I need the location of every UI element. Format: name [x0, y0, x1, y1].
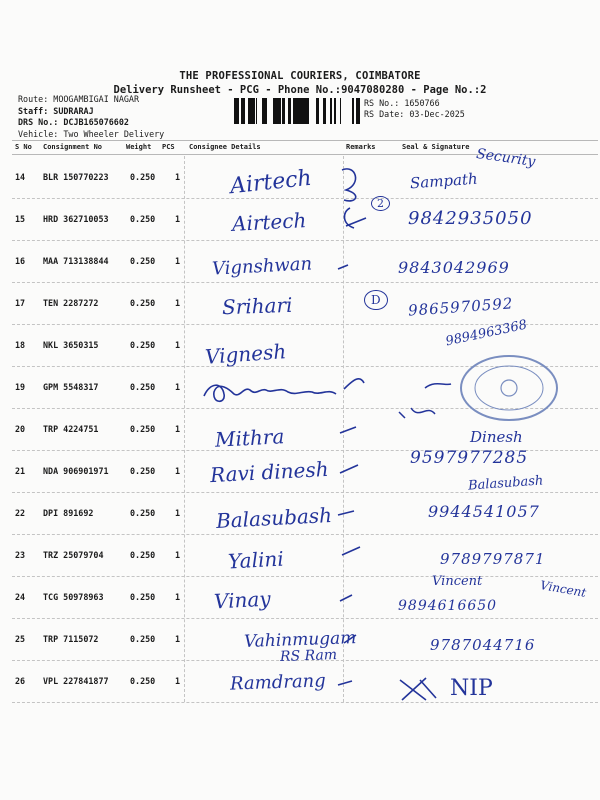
pcs: 1: [175, 298, 181, 308]
signature-handwriting: Security: [475, 145, 537, 171]
barcode: [234, 98, 360, 124]
weight: 0.250: [130, 508, 156, 518]
signature-handwriting: 9597977285: [410, 448, 529, 468]
signature-handwriting: 9787044716: [430, 636, 536, 654]
consignment-no: BLR 150770223: [43, 172, 109, 182]
pcs: 1: [175, 592, 181, 602]
consignment-no: NDA 906901971: [43, 466, 109, 476]
remark-dashes: [334, 255, 394, 715]
remark-scribble: [336, 164, 376, 244]
col-seal-signature: Seal & Signature: [402, 143, 470, 151]
table-row: [12, 576, 598, 618]
signature-handwriting: Sampath: [409, 169, 479, 193]
consignee-handwriting: RS Ram: [279, 647, 338, 665]
remark-circled: D: [364, 290, 388, 310]
consignment-no: TRP 7115072: [43, 634, 99, 644]
staff-text: Staff: SUDRARAJ: [18, 105, 94, 116]
weight: 0.250: [130, 256, 156, 266]
signature-handwriting: 9843042969: [398, 258, 510, 277]
sno: 22: [15, 508, 26, 518]
sno: 15: [15, 214, 26, 224]
consignment-no: GPM 5548317: [43, 382, 99, 392]
consignee-handwriting: Airtech: [228, 165, 313, 200]
route-text: Route: MOOGAMBIGAI NAGAR: [18, 94, 140, 104]
vehicle-text: Vehicle: Two Wheeler Delivery: [18, 128, 165, 139]
pcs: 1: [175, 340, 181, 350]
consignee-handwriting: Vignshwan: [211, 253, 313, 280]
signature-handwriting: 9944541057: [428, 502, 540, 521]
col-remarks: Remarks: [346, 143, 376, 151]
col-consignment: Consignment No: [43, 143, 103, 151]
consignment-no: NKL 3650315: [43, 340, 99, 350]
consignee-handwriting: Srihari: [221, 292, 293, 320]
pcs: 1: [175, 550, 181, 560]
sno: 26: [15, 676, 26, 686]
consignee-handwriting: Vinay: [213, 586, 272, 614]
rs-date: RS Date: 03-Dec-2025: [364, 109, 465, 119]
signature-handwriting: 9865970592: [407, 294, 514, 320]
signature-handwriting: 9894963368: [444, 317, 529, 350]
sno: 23: [15, 550, 26, 560]
sno: 24: [15, 592, 26, 602]
consignee-handwriting: Airtech: [231, 208, 307, 236]
weight: 0.250: [130, 298, 156, 308]
pcs: 1: [175, 256, 181, 266]
consignee-handwriting: Vahinmugam: [243, 628, 357, 652]
weight: 0.250: [130, 382, 156, 392]
consignee-handwriting: Vignesh: [204, 339, 287, 369]
pcs: 1: [175, 508, 181, 518]
consignment-no: DPI 891692: [43, 508, 94, 518]
weight: 0.250: [130, 214, 156, 224]
pcs: 1: [175, 634, 181, 644]
rs-number: RS No.: 1650766: [364, 98, 440, 108]
weight: 0.250: [130, 550, 156, 560]
weight: 0.250: [130, 340, 156, 350]
signature-scribble: [396, 674, 446, 704]
consignment-no: TCG 50978963: [43, 592, 104, 602]
consignment-no: TEN 2287272: [43, 298, 99, 308]
signature-handwriting: 9894616650: [398, 598, 498, 614]
consignee-handwriting: Yalini: [227, 546, 285, 574]
pcs: 1: [175, 676, 181, 686]
sno: 18: [15, 340, 26, 350]
weight: 0.250: [130, 676, 156, 686]
meta-left: [18, 94, 164, 140]
weight: 0.250: [130, 634, 156, 644]
pcs: 1: [175, 172, 181, 182]
sno: 14: [15, 172, 26, 182]
seal-stamp: [457, 353, 561, 423]
col-sno: S No: [15, 143, 32, 151]
consignee-handwriting: Ramdrang: [229, 670, 327, 695]
remark-circled: 2: [371, 196, 390, 211]
signature-handwriting: Dinesh: [470, 428, 523, 446]
pcs: 1: [175, 424, 181, 434]
sno: 20: [15, 424, 26, 434]
col-consignee: Consignee Details: [189, 143, 261, 151]
weight: 0.250: [130, 172, 156, 182]
sno: 25: [15, 634, 26, 644]
consignment-no: TRP 4224751: [43, 424, 99, 434]
weight: 0.250: [130, 466, 156, 476]
signature-handwriting: Vincent: [432, 574, 483, 589]
sno: 16: [15, 256, 26, 266]
pcs: 1: [175, 382, 181, 392]
signature-handwriting: NIP: [450, 676, 493, 701]
sno: 21: [15, 466, 26, 476]
consignment-no: TRZ 25079704: [43, 550, 104, 560]
sno: 19: [15, 382, 26, 392]
pcs: 1: [175, 214, 181, 224]
signature-handwriting: 9789797871: [440, 550, 546, 568]
document-subtitle: Delivery Runsheet - PCG - Phone No.:9047080280 - Page No.:2: [113, 84, 487, 96]
consignee-handwriting: Mithra: [214, 424, 285, 452]
signature-handwriting: 9842935050: [408, 208, 533, 229]
drs-text: DRS No.: DCJB165076602: [18, 117, 129, 127]
signature-handwriting: Balasubash: [467, 473, 544, 494]
col-pcs: PCS: [162, 143, 175, 151]
signature-handwriting: Vincent: [539, 578, 588, 600]
consignment-no: MAA 713138844: [43, 256, 109, 266]
weight: 0.250: [130, 592, 156, 602]
col-weight: Weight: [126, 143, 152, 151]
document-title: THE PROFESSIONAL COURIERS, COIMBATORE: [179, 70, 421, 82]
sno: 17: [15, 298, 26, 308]
meta-right: [364, 98, 465, 120]
pcs: 1: [175, 466, 181, 476]
weight: 0.250: [130, 424, 156, 434]
consignee-handwriting: Balasubash: [215, 502, 333, 534]
consignment-no: VPL 227841877: [43, 676, 109, 686]
consignee-handwriting: Ravi dinesh: [209, 456, 330, 488]
consignment-no: HRD 362710053: [43, 214, 109, 224]
